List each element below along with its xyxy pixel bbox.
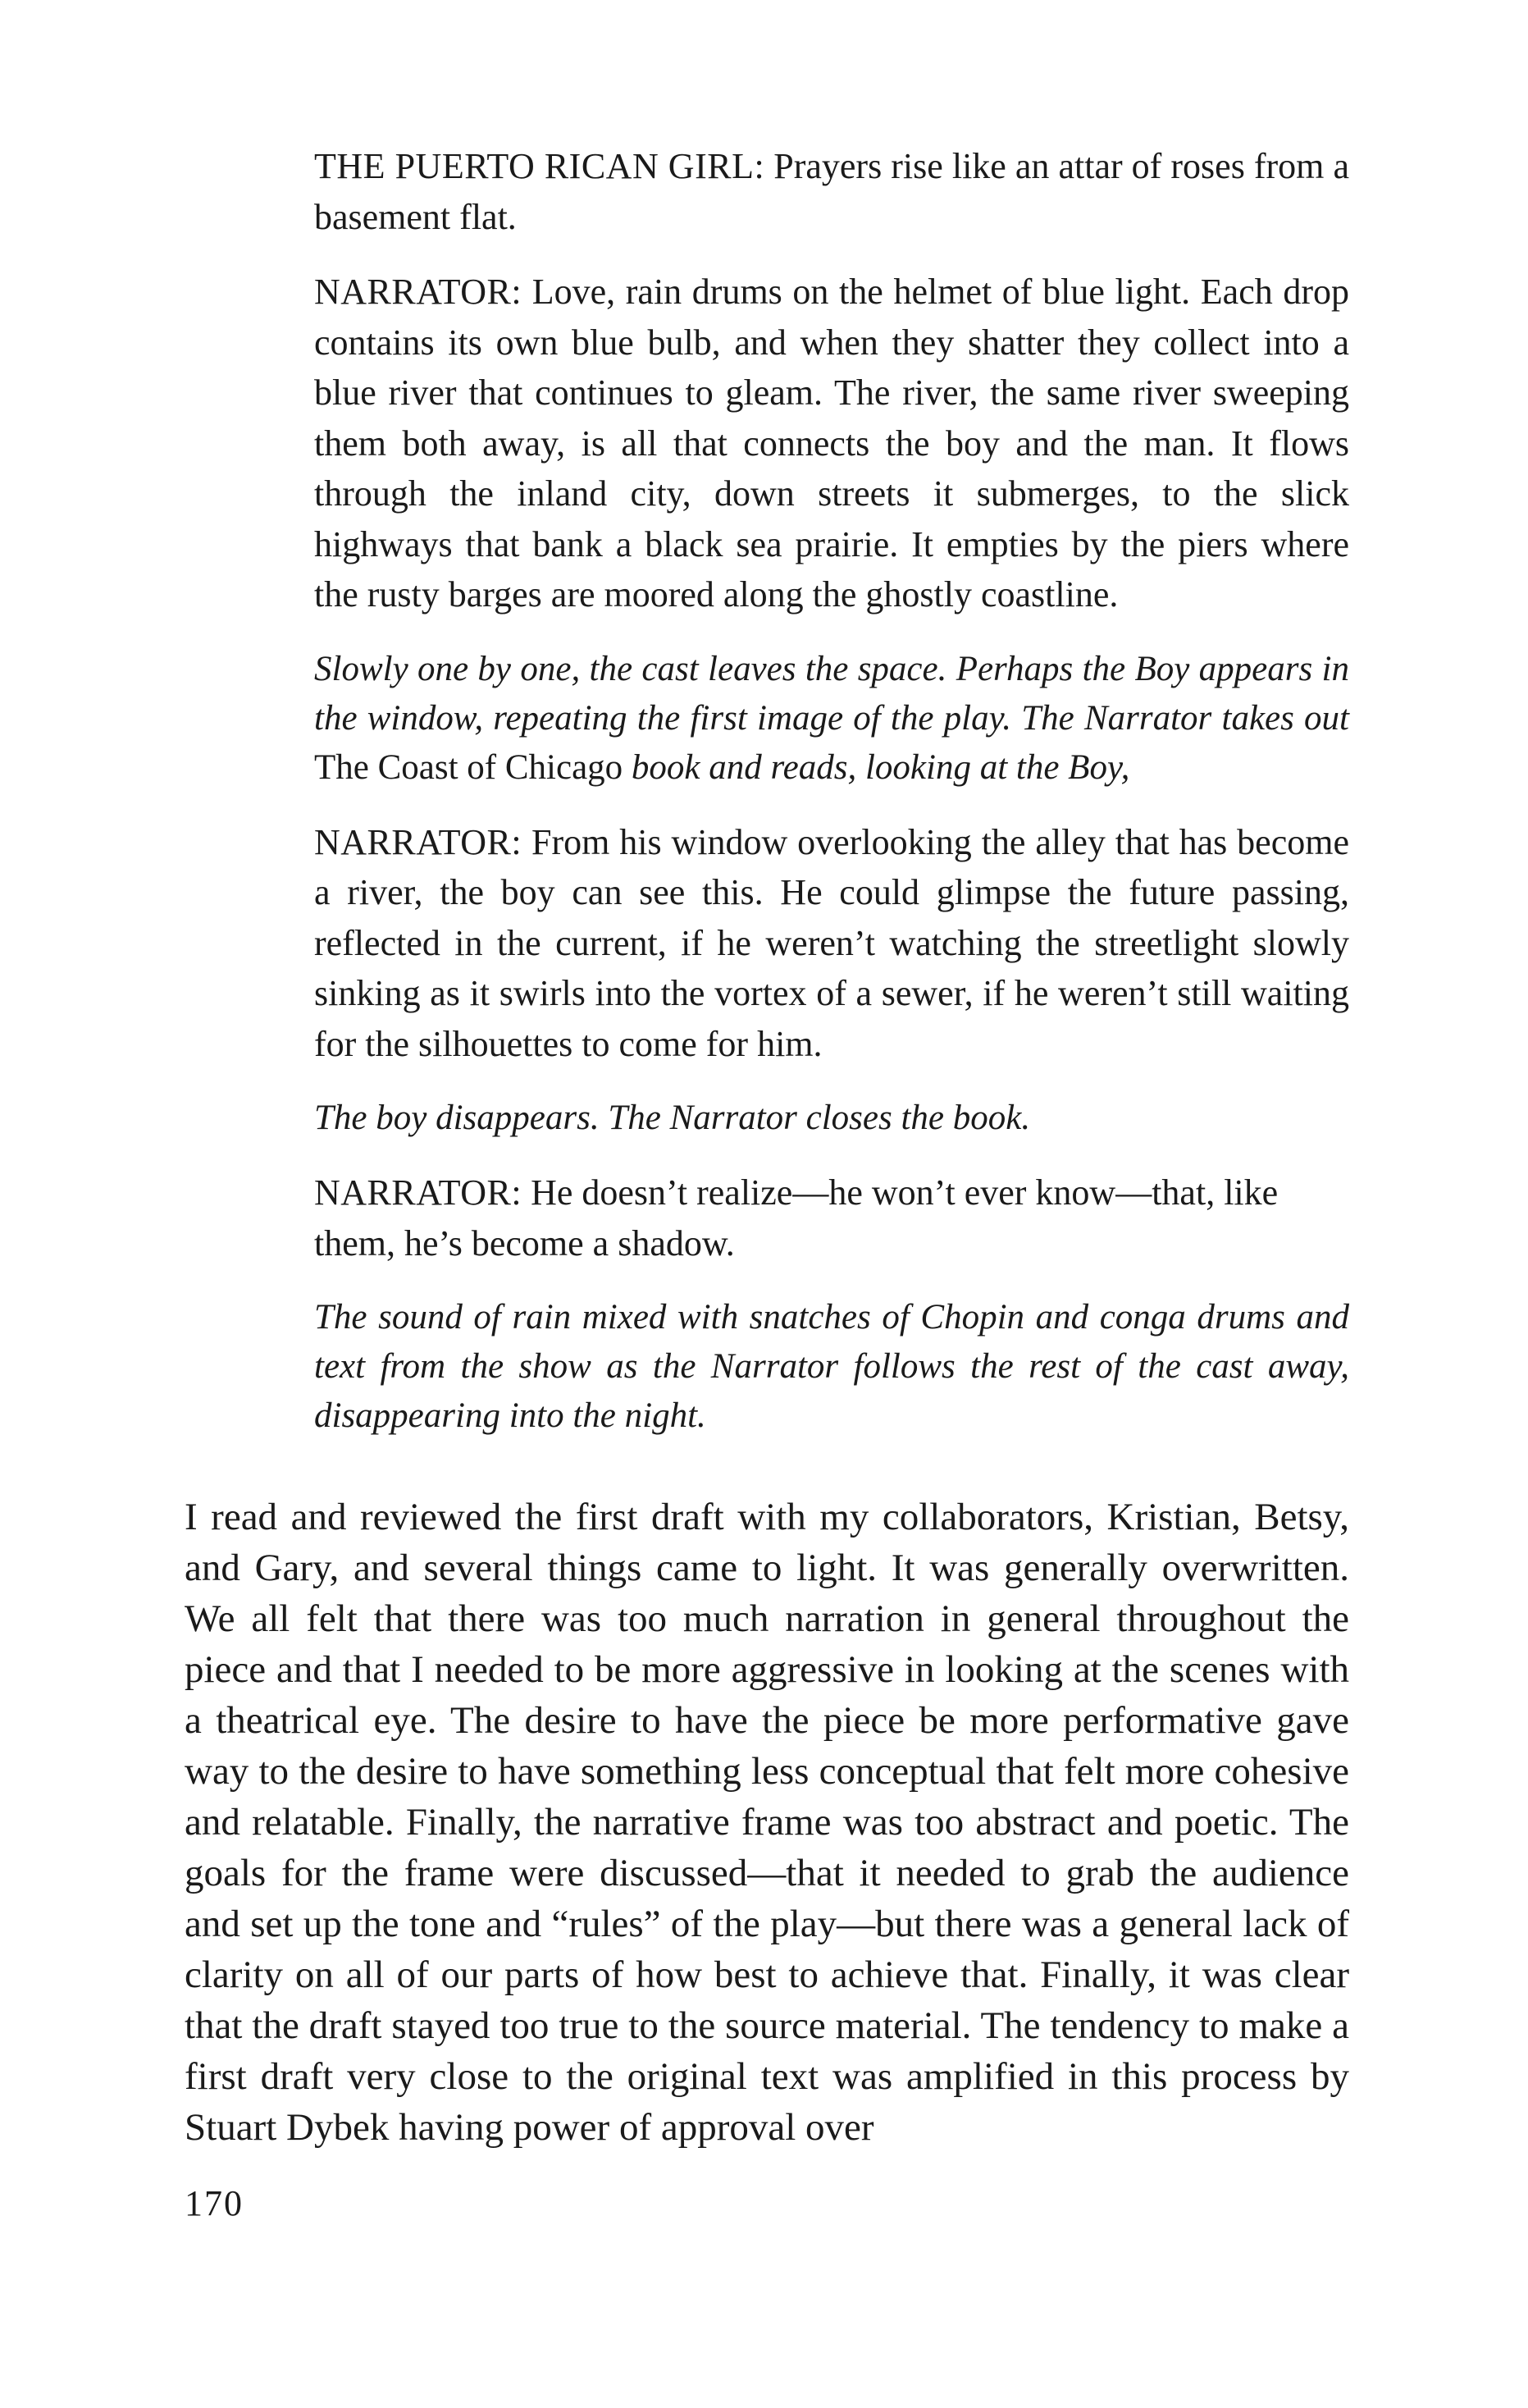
book-title: The Coast of Chicago [314, 747, 623, 787]
speaker-label: NARRATOR: [314, 272, 522, 312]
dialogue-text: Love, rain drums on the helmet of blue light. Each drop contains its own blue bulb, and when they shatter they collect into a blue river that continues to gleam. The river, the same river sweeping them both away, is all that connects the boy and the man. It flows through the inland city, down streets it submerges, to the slick highways that bank a black sea prairie. It empties by the piers where the rusty barges are moored along the ghostly coastline. [314, 272, 1350, 615]
dialogue-text: Prayers rise like an attar of roses from a basement flat. [314, 146, 1349, 237]
dialogue-puerto-rican-girl [314, 141, 1349, 242]
dialogue-text: From his window overlooking the alley that has become a river, the boy can see this. He could glimpse the future passing, reflected in the current, if he weren’t watching the streetlight slowly sinking as it swirls into the vortex of a sewer, if he weren’t still waiting for the silhouettes to come for him. [314, 821, 1349, 1064]
dialogue-narrator-2 [314, 817, 1349, 1070]
stage-direction-text: Slowly one by one, the cast leaves the space. Perhaps the Boy appears in the window, repeating the first image of the play. The Narrator takes out [314, 649, 1349, 738]
page-number: 170 [185, 2183, 244, 2223]
body-paragraph: I read and reviewed the first draft with my collaborators, Kristian, Betsy, and Gary, and several things came to light. It was generally overwritten. We all felt that there was too much narration in general throughout the piece and that I needed to be more aggressive in looking at the scenes with a theatrical eye. The desire to have the piece be more performative gave way to the desire to have something less conceptual that felt more cohesive and relatable. Finally, the narrative frame was too abstract and poetic. The goals for the frame were discussed—that it needed to grab the audience and set up the tone and “rules” of the play—but there was a general lack of clarity on all of our parts of how best to achieve that. Finally, it was clear that the draft stayed too true to the source material. The tendency to make a first draft very close to the original text was amplified in this process by Stuart Dybek having power of approval over [185, 1496, 1349, 2149]
dialogue-narrator-1 [314, 267, 1349, 620]
stage-direction-2: The boy disappears. The Narrator closes the book. [314, 1099, 1031, 1137]
dialogue-text: He doesn’t realize—he won’t ever know—that, like them, he’s become a shadow. [314, 1172, 1279, 1263]
speaker-label: NARRATOR: [314, 821, 522, 862]
speaker-label: NARRATOR: [314, 1172, 522, 1213]
script-excerpt [314, 141, 1349, 1465]
dialogue-narrator-3 [314, 1167, 1349, 1268]
speaker-label: THE PUERTO RICAN GIRL: [314, 146, 765, 186]
stage-direction-text: book and reads, looking at the Boy, [631, 747, 1130, 787]
stage-direction-3: The sound of rain mixed with snatches of Chopin and conga drums and text from the show as the Narrator follows the rest of the cast away, disappearing into the night. [314, 1298, 1349, 1435]
stage-direction-1 [314, 645, 1349, 793]
